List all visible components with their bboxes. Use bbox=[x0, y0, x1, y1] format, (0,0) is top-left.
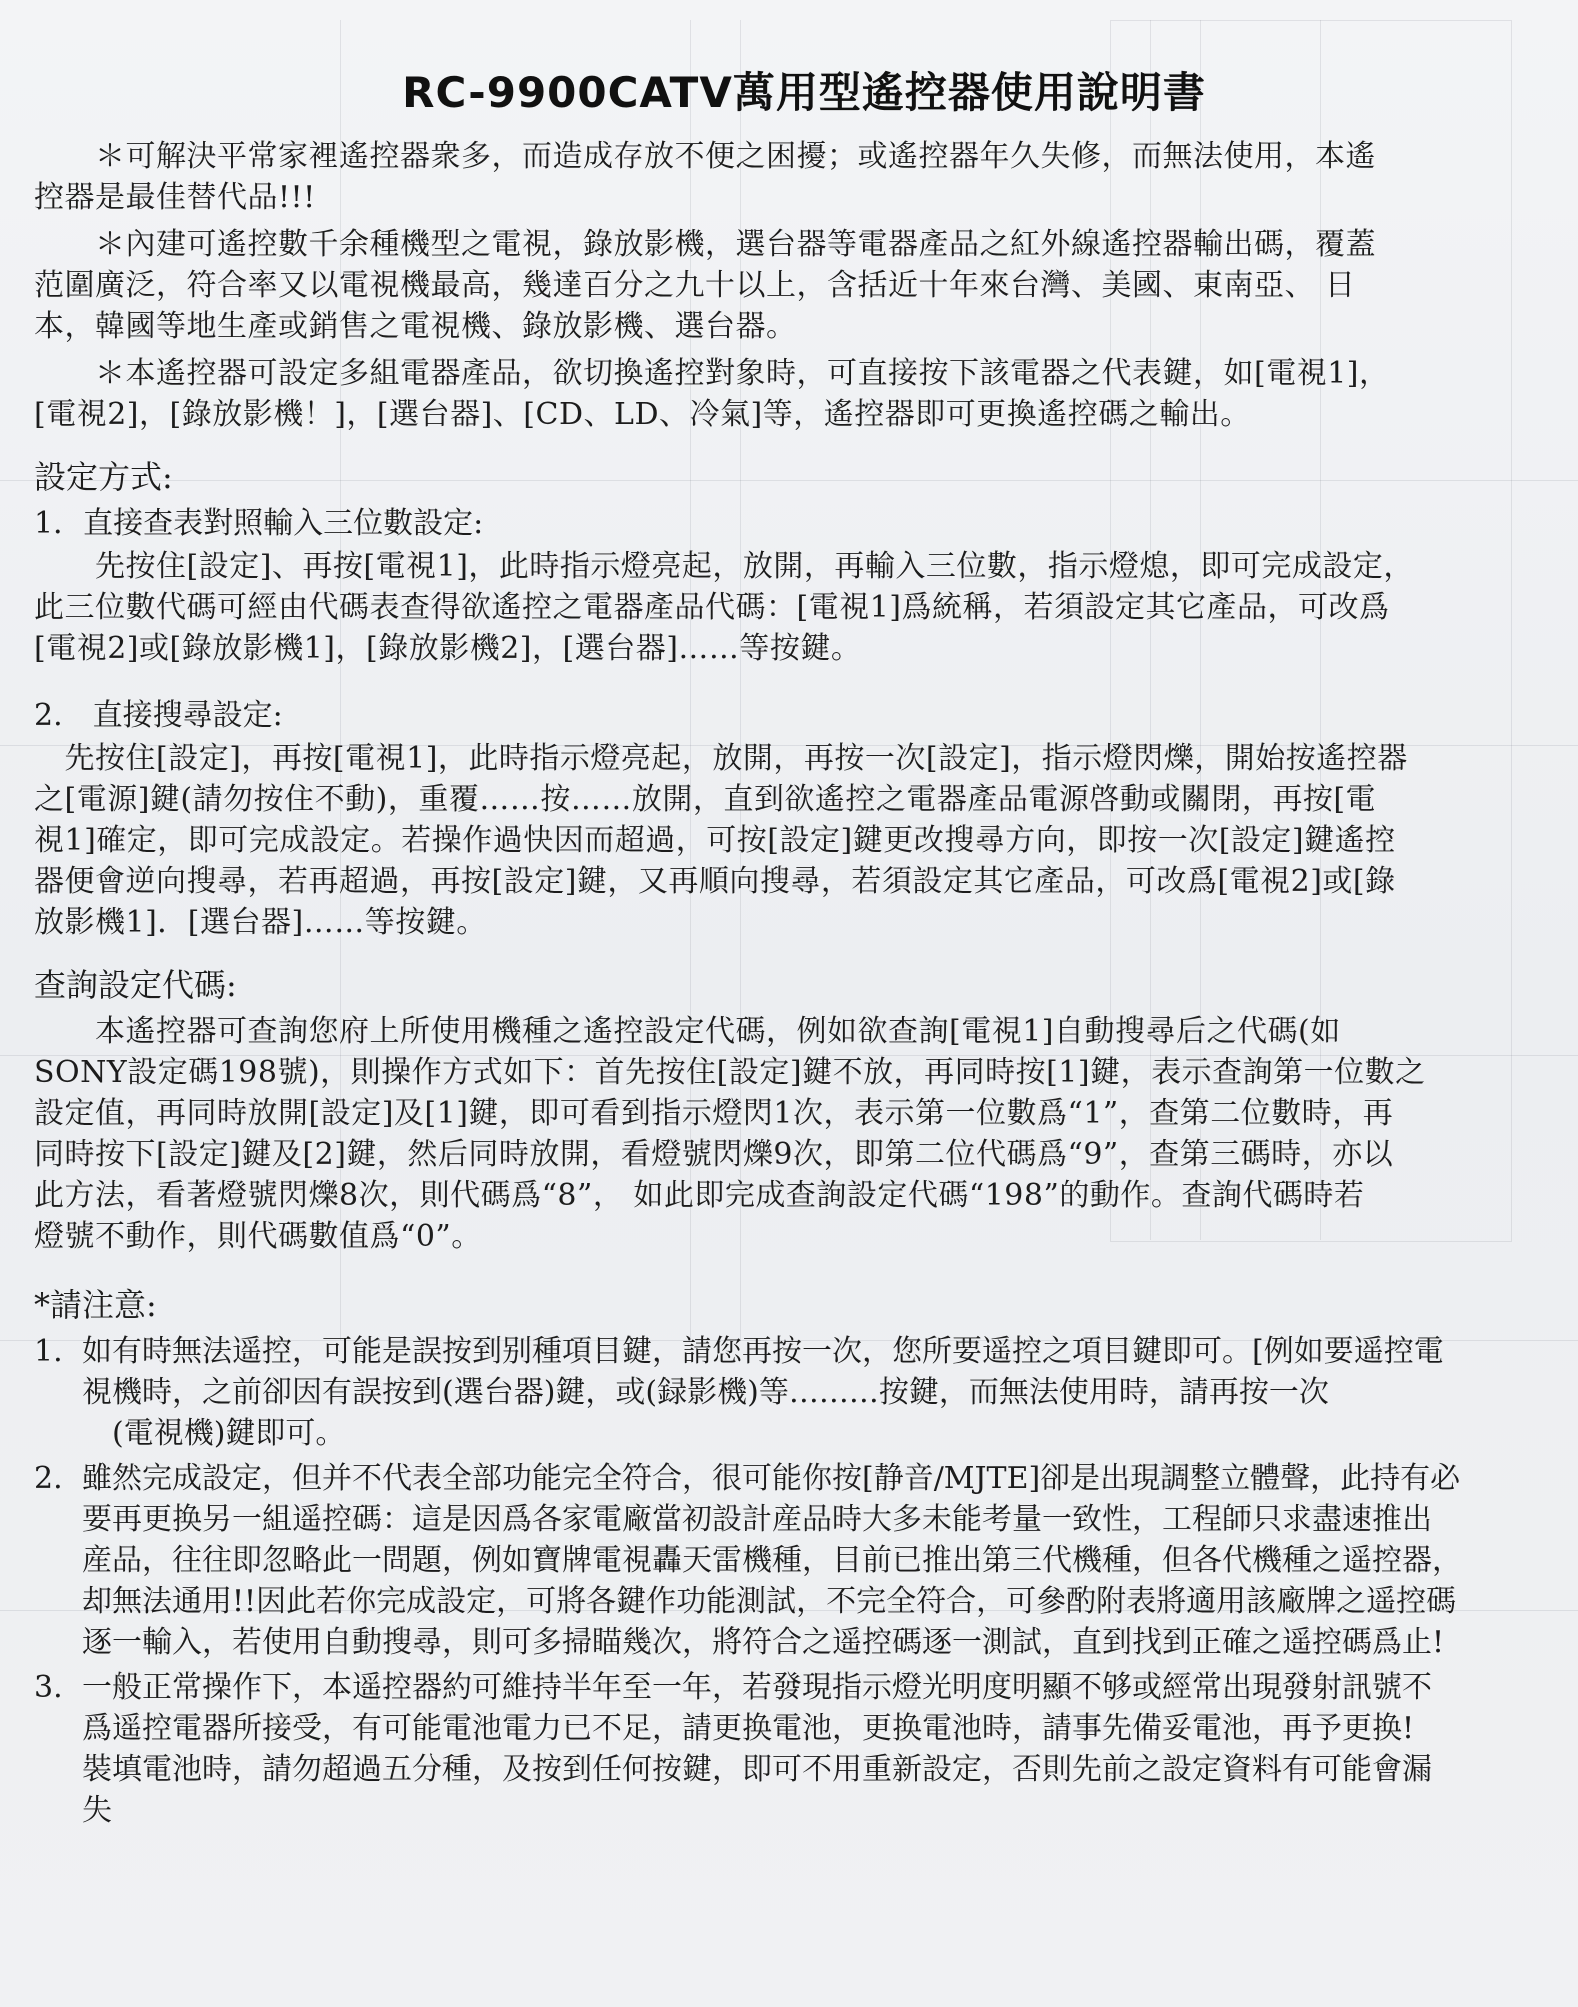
intro-paragraph-1 bbox=[34, 136, 1534, 218]
document-body bbox=[34, 60, 1534, 1835]
notes-heading: *請注意: bbox=[34, 1286, 157, 1324]
text-line: 一般正常操作下，本遥控器約可維持半年至一年，若發現指示燈光明度明顯不够或經常出現發射訊號不 bbox=[82, 1670, 1432, 1705]
note-number: 1. bbox=[34, 1334, 63, 1369]
text-line: 本，韓國等地生產或銷售之電視機、錄放影機、選台器。 bbox=[34, 309, 797, 344]
note-item-3 bbox=[34, 1667, 1534, 1831]
method1-paragraph bbox=[34, 546, 1534, 669]
text-line: 視1]確定，即可完成設定。若操作過快因而超過，可按[設定]鍵更改搜尋方向，即按一次[設定]鍵遙控 bbox=[34, 823, 1396, 858]
text-line: (電視機)鍵即可。 bbox=[82, 1416, 346, 1451]
text-line: 范圍廣泛，符合率又以電視機最高，幾達百分之九十以上，含括近十年來台灣、美國、東南亞、 日 bbox=[34, 268, 1356, 303]
note-item-1 bbox=[34, 1331, 1534, 1454]
note-body bbox=[82, 1458, 1462, 1663]
text-line: [電視2]，[錄放影機！]，[選台器]、[CD、LD、冷氣]等，遙控器即可更換遙控碼之輸出。 bbox=[34, 397, 1251, 432]
note-number: 2. bbox=[34, 1461, 63, 1496]
text-line: 爲遥控電器所接受，有可能電池電力已不足，請更换電池，更换電池時，請事先備妥電池，再予更换! bbox=[82, 1711, 1415, 1746]
note-item-2 bbox=[34, 1458, 1534, 1663]
text-line: 器便會逆向搜尋，若再超過，再按[設定]鍵，又再順向搜尋，若須設定其它產品，可改爲[電視2]或[錄 bbox=[34, 864, 1396, 899]
query-paragraph bbox=[34, 1011, 1534, 1257]
text-line: 雖然完成設定，但并不代表全部功能完全符合，很可能你按[静音/MJTE]卻是出現調整立體聲，此持有必 bbox=[82, 1461, 1461, 1496]
document-title: RC-9900CATV萬用型遙控器使用說明書 bbox=[402, 68, 1206, 117]
query-heading: 查詢設定代碼: bbox=[34, 966, 237, 1004]
text-line: 此三位數代碼可經由代碼表查得欲遙控之電器產品代碼：[電視1]爲統稱，若須設定其它產品，可改爲 bbox=[34, 590, 1390, 625]
method2-paragraph bbox=[34, 738, 1534, 943]
text-line: 逐一輸入，若使用自動搜尋，則可多掃瞄幾次，將符合之遥控碼逐一測試，直到找到正確之遥控碼爲止! bbox=[82, 1625, 1445, 1660]
text-line: 之[電源]鍵(請勿按住不動)，重覆……按……放開，直到欲遙控之電器產品電源啓動或關閉，再按[電 bbox=[34, 782, 1377, 817]
text-line: 却無法通用!!因此若你完成設定，可將各鍵作功能測試，不完全符合，可參酌附表將適用該廠牌之遥控碼 bbox=[82, 1584, 1457, 1619]
text-line: 如有時無法遥控，可能是誤按到别種項目鍵，請您再按一次，您所要遥控之項目鍵即可。[例如要遥控電 bbox=[82, 1334, 1444, 1369]
text-line: [電視2]或[錄放影機1]，[錄放影機2]，[選台器]……等按鍵。 bbox=[34, 631, 862, 666]
text-line: 放影機1]．[選台器]……等按鍵。 bbox=[34, 905, 487, 940]
setup-heading: 設定方式: bbox=[34, 458, 173, 496]
text-line: 視機時，之前卻因有誤按到(選台器)鍵，或(録影機)等………按鍵，而無法使用時，請再按一次 bbox=[82, 1375, 1329, 1410]
text-line: 同時按下[設定]鍵及[2]鍵，然后同時放開，看燈號閃爍9次，即第二位代碼爲“9”，查第三碼時，亦以 bbox=[34, 1137, 1394, 1172]
intro-paragraph-2 bbox=[34, 224, 1534, 347]
text-line: 先按住[設定]、再按[電視1]，此時指示燈亮起，放開，再輸入三位數，指示燈熄，即可完成設定， bbox=[34, 549, 1414, 584]
text-line: 産品，往往即忽略此一問題，例如寶牌電視轟天雷機種，目前已推出第三代機種，但各代機種之遥控器， bbox=[82, 1543, 1462, 1578]
text-line: 先按住[設定]，再按[電視1]，此時指示燈亮起，放開，再按一次[設定]，指示燈閃爍，開始按遙控器 bbox=[34, 741, 1408, 776]
text-line: ＊可解決平常家裡遙控器衆多，而造成存放不便之困擾；或遙控器年久失修，而無法使用，本遙 bbox=[34, 139, 1376, 174]
method1-title: 1．直接查表對照輸入三位數設定: bbox=[34, 506, 484, 541]
text-line: ＊本遙控器可設定多組電器產品，欲切換遙控對象時，可直接按下該電器之代表鍵，如[電視1]， bbox=[34, 356, 1390, 391]
note-body bbox=[82, 1667, 1432, 1831]
note-number: 3. bbox=[34, 1670, 63, 1705]
text-line: 此方法，看著燈號閃爍8次，則代碼爲“8”， 如此即完成查詢設定代碼“198”的動作。查詢代碼時若 bbox=[34, 1178, 1365, 1213]
text-line: SONY設定碼198號)，則操作方式如下：首先按住[設定]鍵不放，再同時按[1]鍵，表示查詢第一位數之 bbox=[34, 1055, 1426, 1090]
text-line: 裝填電池時，請勿超過五分種，及按到任何按鍵，即可不用重新設定，否則先前之設定資料有可能會漏 bbox=[82, 1752, 1432, 1787]
note-body bbox=[82, 1331, 1444, 1454]
text-line: 燈號不動作，則代碼數值爲“0”。 bbox=[34, 1219, 482, 1254]
text-line: 控器是最佳替代品!!! bbox=[34, 180, 316, 215]
method2-title: 2. 直接搜尋設定: bbox=[34, 698, 283, 733]
text-line: 失 bbox=[82, 1793, 112, 1828]
text-line: 本遙控器可查詢您府上所使用機種之遙控設定代碼，例如欲查詢[電視1]自動搜尋后之代碼(如 bbox=[34, 1014, 1341, 1049]
text-line: ＊內建可遙控數千余種機型之電視，錄放影機，選台器等電器產品之紅外線遙控器輸出碼，覆蓋 bbox=[34, 227, 1376, 262]
intro-paragraph-3 bbox=[34, 353, 1534, 435]
text-line: 設定值，再同時放開[設定]及[1]鍵，即可看到指示燈閃1次，表示第一位數爲“1”，查第二位數時，再 bbox=[34, 1096, 1394, 1131]
text-line: 要再更换另一組遥控碼：這是因爲各家電廠當初設計産品時大多未能考量一致性，工程師只求盡速推出 bbox=[82, 1502, 1432, 1537]
